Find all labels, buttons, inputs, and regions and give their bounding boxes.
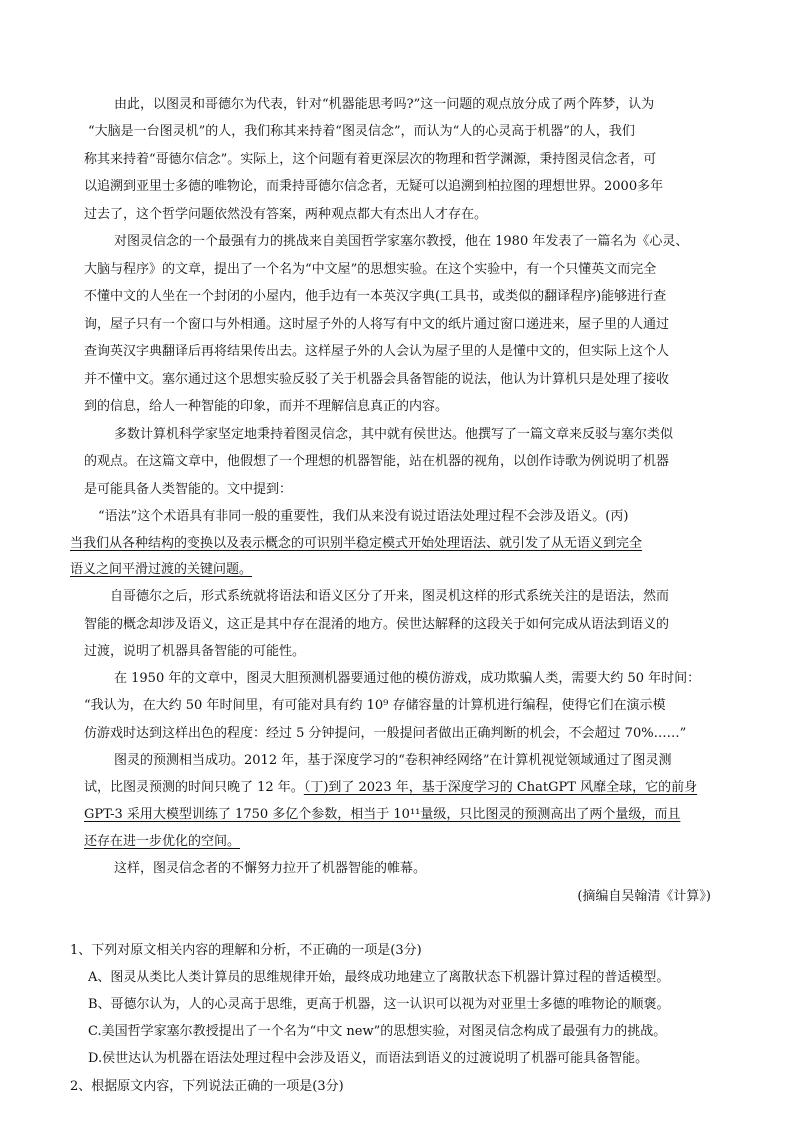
para2-line1: 对图灵信念的一个最强有力的挑战来自美国哲学家塞尔教授，他在 1980 年发表了一篇名为《心灵、 bbox=[114, 234, 689, 249]
para3-line2: 的观点。在这篇文章中，他假想了一个理想的机器智能，站在机器的视角，以创作诗歌为例说明了机器 bbox=[84, 454, 670, 469]
para2-line3: 不懂中文的人坐在一个封闭的小屋内，他手边有一本英汉字典(工具书，或类似的翻译程序)能够进行查 bbox=[84, 289, 667, 304]
source-citation: (摘编自吴翰清《计算》) bbox=[577, 889, 711, 904]
para7-line2-plain: 试，比图灵预测的时间只晚了 12 年。 bbox=[84, 780, 304, 795]
para6-line3: 仿游戏时达到这样出色的程度：经过 5 分钟提问，一般提问者做出正确判断的机会，不会超过 70%……” bbox=[84, 726, 687, 741]
para5-line3: 过渡，说明了机器具备智能的可能性。 bbox=[84, 644, 306, 659]
para3-line3: 是可能具备人类智能的。文中提到： bbox=[84, 482, 293, 497]
question-1-stem: 1、下列对原文相关内容的理解和分析，不正确的一项是(3分) bbox=[70, 943, 422, 958]
para1-line3: 称其来持着“哥德尔信念”。实际上，这个问题有着更深层次的物理和哲学渊源，秉持图灵信念者，可 bbox=[84, 152, 657, 167]
para2-line4: 询，屋子只有一个窗口与外相通。这时屋子外的人将写有中文的纸片通过窗口递进来，屋子里的人通过 bbox=[84, 317, 670, 332]
para7-line4: 还存在进一步优化的空间。 bbox=[84, 834, 241, 849]
para5-line2: 智能的概念却涉及语义，这正是其中存在混淆的地方。侯世达解释的这段关于如何完成从语法到语义的 bbox=[84, 617, 670, 632]
quote-bing-line1: “语法”这个术语具有非同一般的重要性，我们从来没有说过语法处理过程不会涉及语义。(丙) bbox=[98, 509, 629, 524]
quote-bing-line3: 语义之间平滑过渡的关键问题。 bbox=[70, 562, 253, 577]
para8-line1: 这样，图灵信念者的不懈努力拉开了机器智能的帷幕。 bbox=[114, 861, 427, 876]
question-1-option-b[interactable]: B、哥德尔认为，人的心灵高于思维，更高于机器，这一认识可以视为对亚里士多德的唯物论的顺褒。 bbox=[88, 997, 670, 1012]
para6-line2: “我认为，在大约 50 年时间里，有可能对具有约 10⁹ 存储容量的计算机进行编程，使得它们在演示模 bbox=[84, 698, 666, 713]
para2-line5: 查询英汉字典翻译后再将结果传出去。这样屋子外的人会认为屋子里的人是懂中文的，但实际上这个人 bbox=[84, 344, 670, 359]
para1-line2: “大脑是一台图灵机”的人，我们称其来持着“图灵信念”，而认为“人的心灵高于机器”的人，我们 bbox=[88, 124, 635, 139]
para1-line5: 过去了，这个哲学问题依然没有答案，两种观点都大有杰出人才存在。 bbox=[84, 207, 488, 222]
para7-line3: GPT-3 采用大模型训练了 1750 多亿个参数，相当于 10¹¹量级，只比图灵的预测高出了两个量级，而且 bbox=[84, 807, 681, 822]
question-1-option-a[interactable]: A、图灵从类比人类计算员的思维规律开始，最终成功地建立了离散状态下机器计算过程的普适模型。 bbox=[88, 970, 670, 985]
question-1-option-d[interactable]: D.侯世达认为机器在语法处理过程中会涉及语义，而语法到语义的过渡说明了机器可能具备智能。 bbox=[88, 1051, 649, 1066]
para1-line4: 以追溯到亚里士多德的唯物论，而秉持哥德尔信念者，无疑可以追溯到柏拉图的理想世界。2000多年 bbox=[84, 179, 664, 194]
para6-line1: 在 1950 年的文章中，图灵大胆预测机器要通过他的模仿游戏，成功欺骗人类，需要大约 50 年时间： bbox=[114, 671, 701, 686]
para7-line2 bbox=[84, 779, 697, 796]
question-1-option-c[interactable]: C.美国哲学家塞尔教授提出了一个名为“中文 new”的思想实验，对图灵信念构成了最强有力的挑战。 bbox=[88, 1024, 667, 1039]
para2-line7: 到的信息，给人一种智能的印象，而并不理解信息真正的内容。 bbox=[84, 399, 449, 414]
para7-line2-underlined: （丁)到了 2023 年，基于深度学习的 ChatGPT 风靡全球，它的前身 bbox=[303, 780, 698, 795]
quote-bing-line2: 当我们从各种结构的变换以及表示概念的可识别半稳定模式开始处理语法、就引发了从无语义到完全 bbox=[70, 536, 643, 551]
para3-line1: 多数计算机科学家坚定地秉持着图灵信念，其中就有侯世达。他撰写了一篇文章来反驳与塞尔类似 bbox=[114, 427, 674, 442]
para7-line1: 图灵的预测相当成功。2012 年，基于深度学习的“卷积神经网络”在计算机视觉领域通过了图灵测 bbox=[114, 753, 672, 768]
question-2-stem: 2、根据原文内容，下列说法正确的一项是(3分) bbox=[70, 1079, 344, 1094]
para1-line1: 由此，以图灵和哥德尔为代表，针对“机器能思考吗?”这一问题的观点放分成了两个阵梦，认为 bbox=[114, 97, 655, 112]
para2-line2: 大脑与程序》的文章，提出了一个名为“中文屋”的思想实验。在这个实验中，有一个只懂英文而完全 bbox=[84, 262, 657, 277]
para5-line1: 自哥德尔之后，形式系统就将语法和语义区分了开来，图灵机这样的形式系统关注的是语法，然而 bbox=[110, 589, 670, 604]
para2-line6: 并不懂中文。塞尔通过这个思想实验反驳了关于机器会具备智能的说法，他认为计算机只是处理了接收 bbox=[84, 372, 670, 387]
